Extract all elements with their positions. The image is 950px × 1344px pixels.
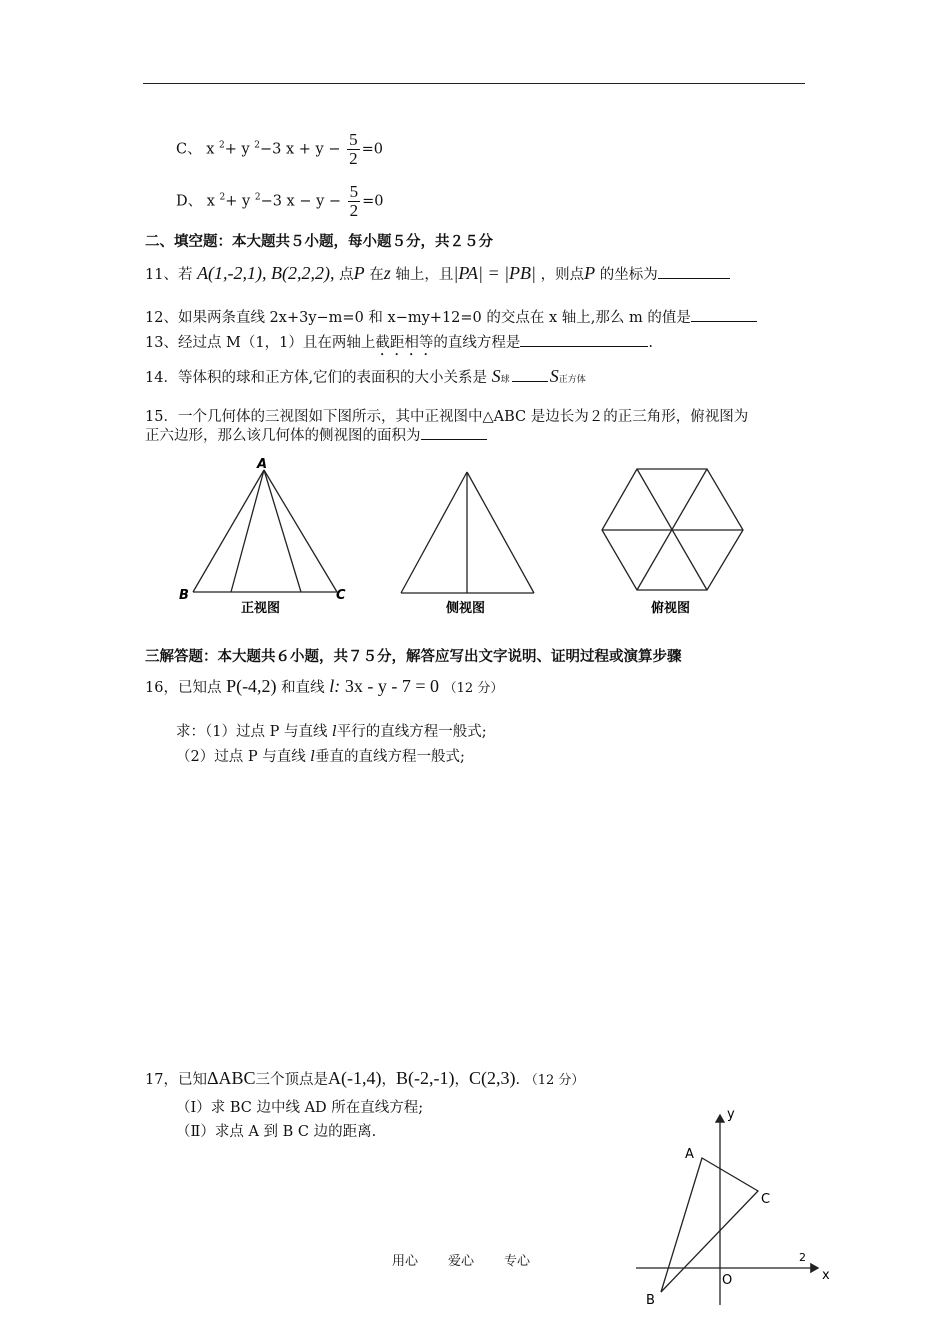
option-c: C、 x $^2$+ y $^2$−3 x + y − $\frac{5}{2}$ =0 (176, 130, 383, 168)
origin-label: O (722, 1273, 733, 1288)
question-12: 12、如果两条直线 2x+3y−m=0 和 x−my+12=0 的交点在 x 轴上,那么 m 的值是 (145, 307, 757, 328)
question-16-part1: 求：（1）过点 P 与直线 l平行的直线方程一般式; (176, 724, 487, 740)
question-16-part2: （2）过点 P 与直线 l垂直的直线方程一般式; (176, 749, 465, 765)
option-d: D、 x $^2$+ y $^2$−3 x − y − $\frac{5}{2}$ =0 (176, 182, 384, 220)
question-17-part1: （Ⅰ）求 BC 边中线 AD 所在直线方程; (176, 1100, 424, 1116)
side-view-caption: 侧视图 (446, 601, 486, 616)
point-c-label: C (761, 1192, 771, 1207)
question-14: 14．等体积的球和正方体,它们的表面积的大小关系是 S球 S正方体 (145, 366, 586, 386)
front-view-caption: 正视图 (241, 601, 281, 616)
question-15-line2: 正六边形，那么该几何体的侧视图的面积为 (145, 425, 487, 446)
question-16: 16，已知点 P(-4,2) 和直线 l: 3x - y - 7 = 0 （12 分） (145, 676, 504, 696)
question-13: 13、经过点 M（1，1）且在两轴上截距相等的直线方程是 . (145, 332, 653, 359)
vertex-label-a: A (257, 457, 268, 472)
section3-heading: 三解答题：本大题共６小题，共７５分，解答应写出文字说明、证明过程或演算步骤 (145, 649, 682, 665)
section2-heading: 二、填空题：本大题共５小题，每小题５分，共２５分 (145, 234, 493, 250)
page-footer: 用心 爱心 专心 (392, 1254, 531, 1269)
fraction: $\frac{5}{2}$ (349, 130, 358, 168)
question-11: 11、若 A(1,-2,1), B(2,2,2), 点P 在z 轴上，且|PA| = |PB| ，则点P 的坐标为 (145, 263, 730, 285)
x-axis-label: x (822, 1268, 830, 1283)
vertex-label-c: C (336, 588, 346, 603)
point-a-label: A (685, 1147, 694, 1162)
point-b-label: B (646, 1293, 655, 1308)
fraction: $\frac{5}{2}$ (349, 182, 359, 220)
tick-label: 2 (799, 1251, 806, 1264)
triangle-abc (661, 1158, 758, 1292)
question-15-line1: 15．一个几何体的三视图如下图所示，其中正视图中△ABC 是边长为２的正三角形，俯视图为 (145, 409, 749, 425)
vertex-label-b: B (179, 588, 189, 603)
question-17-part2: （Ⅱ）求点 A 到 B C 边的距离. (176, 1124, 377, 1140)
y-axis-label: y (727, 1107, 735, 1122)
top-view-caption: 俯视图 (651, 601, 691, 616)
question-17: 17，已知ΔABC三个顶点是A(-1,4)，B(-2,-1)，C(2,3). （12 分） (145, 1068, 585, 1088)
